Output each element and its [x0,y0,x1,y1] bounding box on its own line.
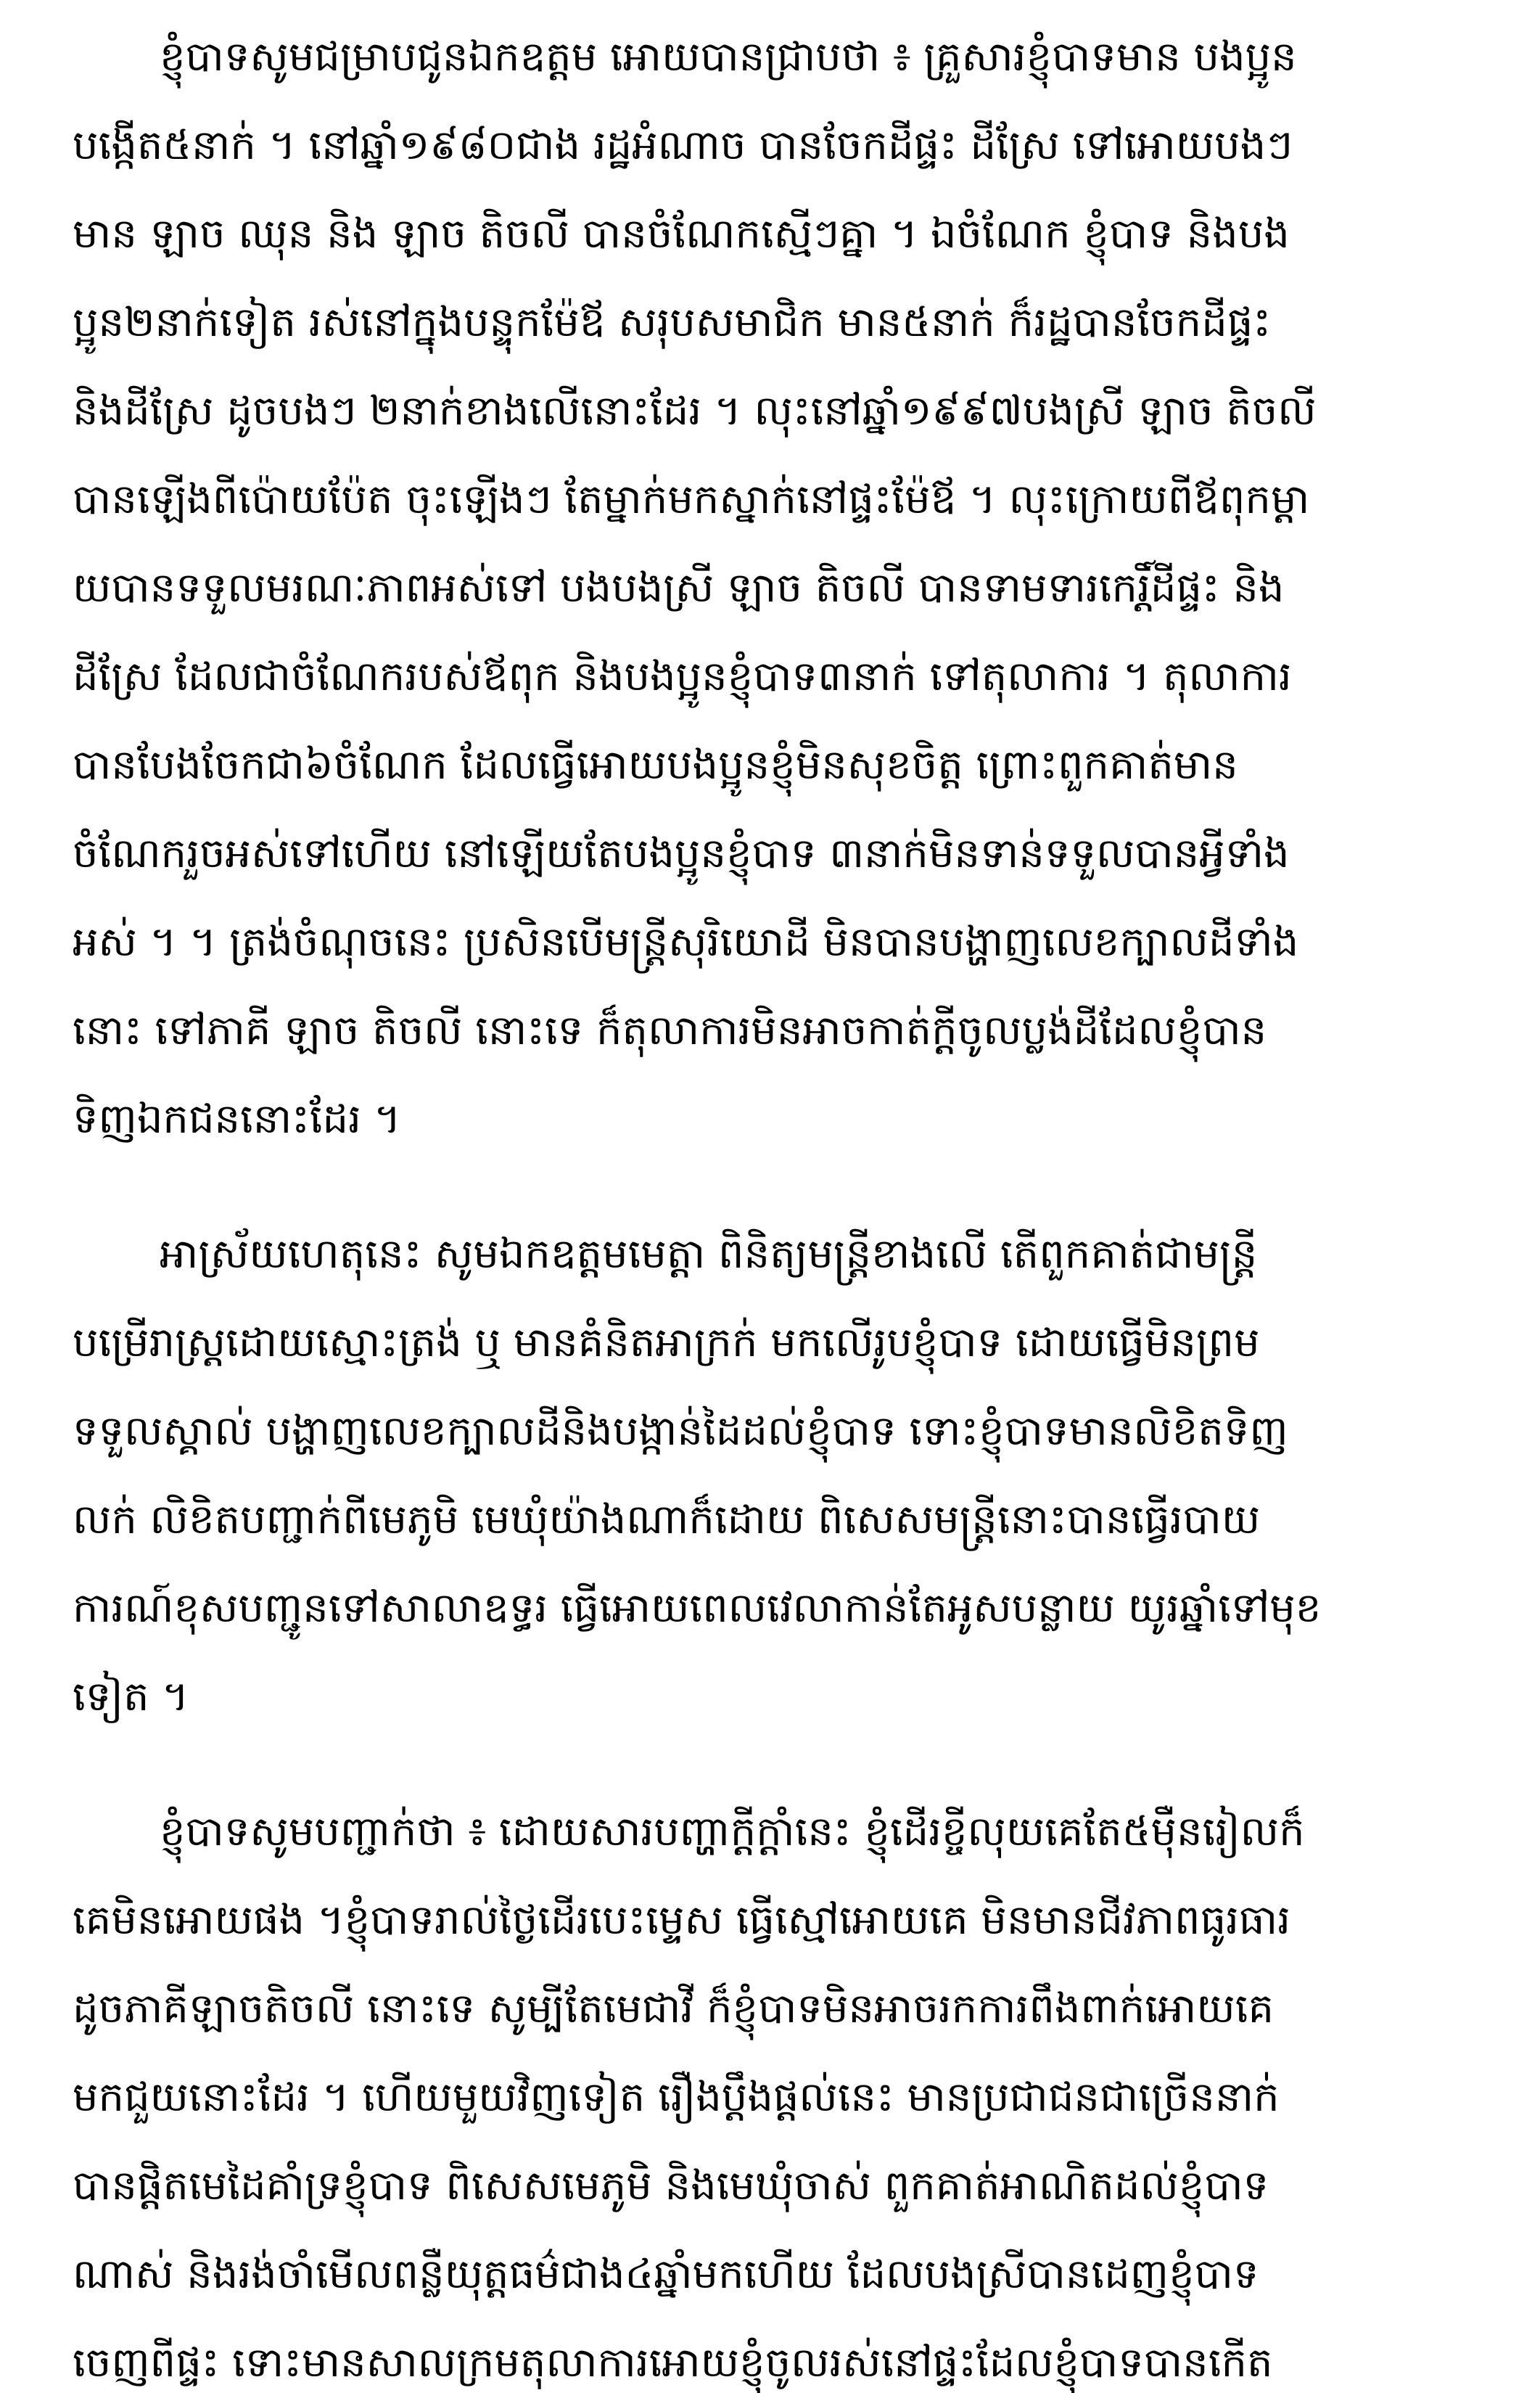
paragraph-2 [73,1210,1480,1741]
text-line: បានឡើងពីប៉ោយប៉ែត ចុះឡើងៗ តែម្នាក់មកស្នាក់នៅផ្ទះម៉ែឪ ។ លុះក្រោយពីឪពុកម្តា [73,476,1310,523]
text-line: មាន ឡាច ឈុន និង ឡាច តិចលី បានចំណែកស្មើៗគ្នា ។ ឯចំណែក ខ្ញុំបាទ និងបង [73,210,1290,258]
text-line: ទទួលស្គាល់ បង្ហាញលេខក្បាលដីនិងបង្កាន់ដៃដល់ខ្ញុំបាទ ទោះខ្ញុំបាទមានលិខិតទិញ [73,1408,1288,1455]
document-body [73,13,1480,2393]
text-line: គេមិនអោយផង ។ខ្ញុំបាទរាល់ថ្ងៃដើរបេះម្ទេស ធ្វើស្មៅអោយគេ មិនមានជីវភាពធូរធារ [73,1897,1290,1944]
text-line: ទិញឯកជននោះដែរ ។ [73,1096,401,1143]
text-line: ដីស្រែ ដែលជាចំណែករបស់ឪពុក និងបងប្អូនខ្ញុំបាទ៣នាក់ ទៅតុលាការ ។ តុលាការ [73,653,1292,700]
text-line: ការណ៍ខុសបញ្ជូនទៅសាលាឧទ្ធរ ធ្វើអោយពេលវេលាកាន់តែអូសបន្លាយ យូរឆ្នាំទៅមុខ [73,1585,1322,1632]
text-line: បានបែងចែកជា៦ចំណែក ដែលធ្វើអោយបងប្អូនខ្ញុំមិនសុខចិត្ត ព្រោះពួកគាត់មាន [73,742,1238,789]
text-line: បង្កើត៥នាក់ ។ នៅឆ្នាំ១៩៨០ជាង រដ្ឋអំណាច បានចែកដីផ្ទះ ដីស្រែ ទៅអោយបងៗ [73,122,1293,169]
text-line: ណាស់ និងរង់ចាំមើលពន្លឺយុត្តធម៌ជាង៤ឆ្នាំមកហើយ ដែលបងស្រីបានដេញខ្ញុំបាទ [73,2251,1259,2298]
paragraph-1 [73,13,1480,1164]
text-line: បានផ្តិតមេដៃគាំទ្រខ្ញុំបាទ ពិសេសមេភូមិ និងមេឃុំចាស់ ពួកគាត់អាណិតដល់ខ្ញុំបាទ [73,2162,1269,2209]
text-line: ខ្ញុំបាទសូមជម្រាបជូនឯកឧត្តម អោយបានជ្រាបថា ៖ គ្រួសារខ្ញុំបាទមាន បងប្អូន [160,33,1297,81]
text-line: ដូចភាគីឡាចតិចលី នោះទេ សូម្បីតែមេជាវី ក៏ខ្ញុំបាទមិនអាចរកការពឹងពាក់អោយគេ [73,1985,1275,2032]
text-line: ចេញពីផ្ទះ ទោះមានសាលក្រមតុលាការអោយខ្ញុំចូលរស់នៅផ្ទះដែលខ្ញុំបាទបានកើត [73,2339,1273,2386]
text-line: និងដីស្រែ ដូចបងៗ ២នាក់ខាងលើនោះដែរ ។ លុះនៅឆ្នាំ១៩៩៧បងស្រី ឡាច តិចលី [73,387,1317,435]
paragraph-3 [73,1788,1480,2393]
text-line: បម្រើរាស្ត្រដោយស្មោះត្រង់ ឬ មានគំនិតអាក្រក់ មកលើរូបខ្ញុំបាទ ដោយធ្វើមិនព្រម [73,1319,1260,1366]
text-line: យបានទទួលមរណៈភាពអស់ទៅ បងបងស្រី ឡាច តិចលី បានទាមទារកេរ្តិ៍ដីផ្ទះ និង [73,565,1285,612]
text-line: នោះ ទៅភាគី ឡាច តិចលី នោះទេ ក៏តុលាការមិនអាចកាត់ក្តីចូលប្លង់ដីដែលខ្ញុំបាន [73,1007,1267,1054]
text-line: មកជួយនោះដែរ ។ ហើយមួយវិញទៀត រឿងប្តឹងផ្តល់នេះ មានប្រជាជនជាច្រើននាក់ [73,2074,1280,2121]
text-line: ប្អូន២នាក់ទៀត រស់នៅក្នុងបន្ទុកម៉ែឪ សរុបសមាជិក មាន៥នាក់ ក៏រដ្ឋបានចែកដីផ្ទះ [73,299,1271,346]
text-line: អាស្រ័យហេតុនេះ សូមឯកឧត្តមមេត្តា ពិនិត្យមន្ត្រីខាងលើ តើពួកគាត់ជាមន្ត្រី [160,1231,1258,1278]
text-line: អស់ ។ ។ ត្រង់ចំណុចនេះ ប្រសិនបើមន្ត្រីសុរិយោដី មិនបានបង្ហាញលេខក្បាលដីទាំង [73,919,1299,966]
text-line: ចំណែករួចអស់ទៅហើយ នៅឡើយតែបងប្អូនខ្ញុំបាទ ៣នាក់មិនទាន់ទទួលបានអ្វីទាំង [73,830,1290,877]
text-line: ខ្ញុំបាទសូមបញ្ជាក់ថា ៖ ដោយសារបញ្ហាក្តីក្តាំនេះ ខ្ញុំដើរខ្ចីលុយគេតែ៥ម៉ឺនរៀលក៏ [160,1808,1305,1855]
text-line: លក់ លិខិតបញ្ជាក់ពីមេភូមិ មេឃុំយ៉ាងណាក៏ដោយ ពិសេសមន្ត្រីនោះបានធ្វើរបាយ [73,1496,1261,1543]
text-line: ទៀត ។ [73,1673,189,1720]
